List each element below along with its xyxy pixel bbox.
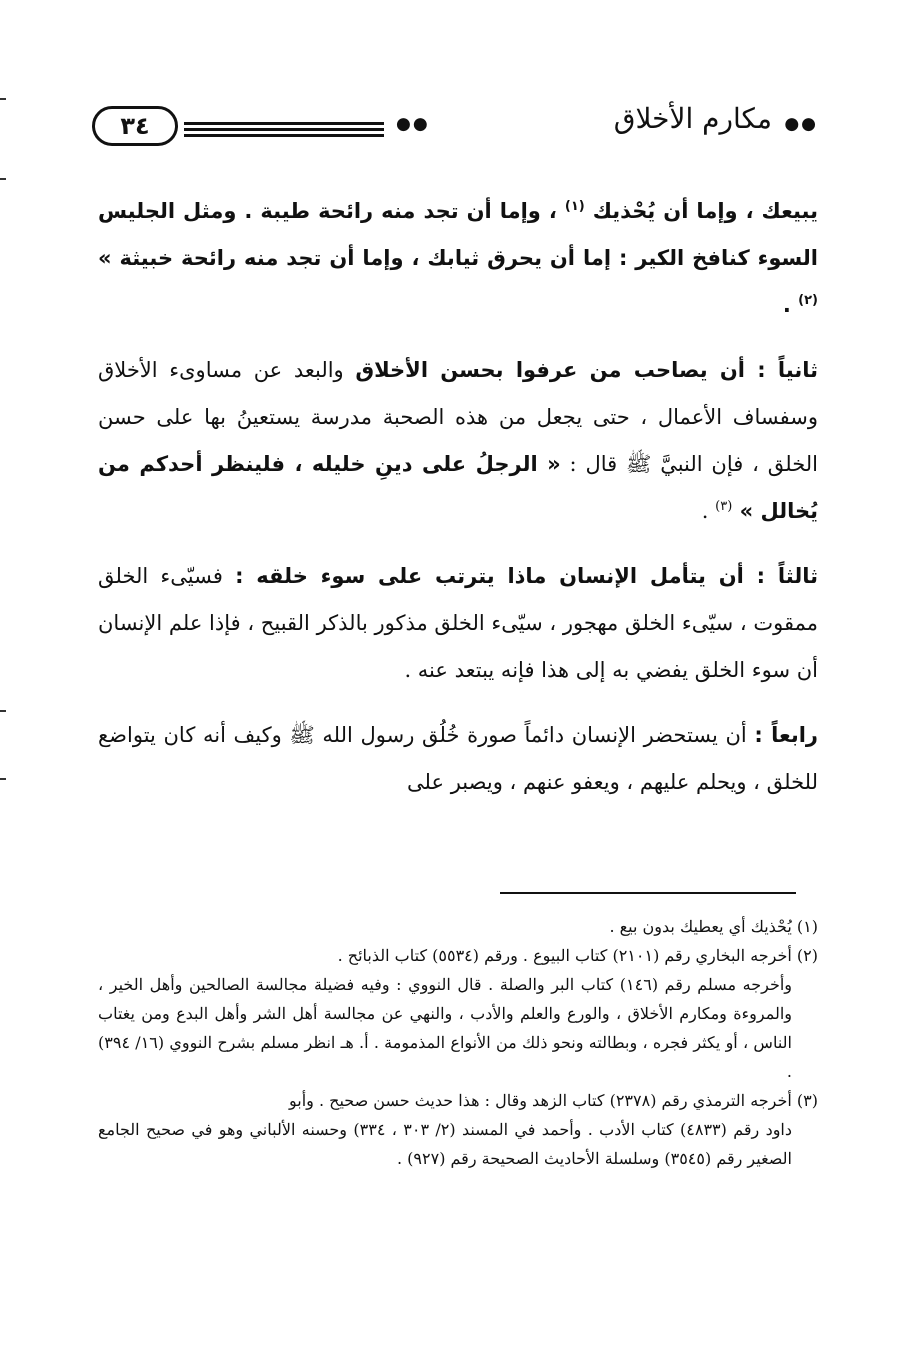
footnote-2-continued: وأخرجه مسلم رقم (١٤٦) كتاب البر والصلة . قال النووي : وفيه فضيلة مجالسة الصالحين وأهل الخير ، والمروءة ومكارم الأخلاق ، والورع والعلم والأدب ، والنهي عن مجالسة أهل الشر وأهل البدع ومن يغتاب الناس ، أو يكثر فجره ، وبطالته ونحو ذلك من الأنواع المذمومة . أ. هـ انظر مسلم بشرح النووي (١٦/ ٣٩٤) . (98, 975, 793, 1081)
footnote-1: (١) يُحْذيك أي يعطيك بدون بيع . (609, 917, 818, 936)
footnotes (98, 912, 818, 1173)
paragraph-third: ثالثاً : أن يتأمل الإنسان ماذا يترتب على سوء خلقه : فسيّىء الخلق ممقوت ، سيّىء الخلق مهجور ، سيّىء الخلق مذكور بالذكر القبيح ، فإذا علم الإنسان أن سوء الخلق يفضي به إلى هذا فإنه يبتعد عنه . (98, 564, 818, 682)
footnote-ref: (٣) (715, 499, 733, 514)
paragraph-hadith-continuation: يبيعك ، وإما أن يُحْذيك $^{(١)}$ ، وإما أن تجد منه رائحة طيبة . ومثل الجليس السوء كنافخ الكير : إما أن يحرق ثيابك ، وإما أن تجد منه رائحة خبيثة » $^{(٢)}$ . (98, 199, 819, 317)
scan-edge-mark (0, 778, 6, 780)
footnote-separator (500, 892, 796, 894)
header-rule (184, 134, 384, 137)
footnote-3-continued: داود رقم (٤٨٣٣) كتاب الأدب . وأحمد في المسند (٢/ ٣٠٣ ، ٣٣٤) وحسنه الألباني وهو في صحيح الجامع الصغير رقم (٣٥٤٥) وسلسلة الأحاديث الصحيحة رقم (٩٢٧) . (98, 1120, 792, 1168)
header-rule (184, 122, 384, 125)
scan-edge-mark (0, 98, 6, 100)
paragraph-fourth: رابعاً : أن يستحضر الإنسان دائماً صورة خُلُق رسول الله ﷺ وكيف أنه كان يتواضع للخلق ، ويحلم عليهم ، ويعفو عنهم ، ويصبر على (98, 723, 818, 794)
main-text (98, 188, 818, 806)
footnote-2: (٢) أخرجه البخاري رقم (٢١٠١) كتاب البيوع . ورقم (٥٥٣٤) كتاب الذبائح . (337, 946, 818, 965)
footnote-ref: (٢) (798, 293, 818, 308)
running-header (92, 92, 818, 164)
footnote-3: (٣) أخرجه الترمذي رقم (٢٣٧٨) كتاب الزهد وقال : هذا حديث حسن صحيح . وأبو (288, 1091, 818, 1110)
book-title: مكارم الأخلاق (613, 102, 772, 135)
header-ornament: ●● (396, 114, 430, 134)
hadith-quote: « الرجلُ على دينِ خليله ، فلينظر أحدكم من يُخالل » (98, 452, 818, 523)
header-ornament: ●● (784, 114, 818, 134)
scan-edge-mark (0, 710, 6, 712)
footnote-ref: (١) (564, 199, 585, 214)
point-heading: رابعاً : (754, 723, 818, 747)
header-rule (184, 128, 384, 131)
scan-edge-mark (0, 178, 6, 180)
point-heading: ثالثاً : أن يتأمل الإنسان ماذا يترتب على سوء خلقه : (235, 564, 818, 588)
page-number: ٣٤ (92, 106, 178, 146)
point-heading: ثانياً : أن يصاحب من عرفوا بحسن الأخلاق (355, 358, 818, 382)
paragraph-second: ثانياً : أن يصاحب من عرفوا بحسن الأخلاق والبعد عن مساوىء الأخلاق وسفساف الأعمال ، حتى يجعل من هذه الصحبة مدرسة يستعينُ بها على حسن الخلق ، فإن النبيَّ ﷺ قال : « الرجلُ على دينِ خليله ، فلينظر أحدكم من يُخالل » $^{(٣)}$ . (98, 358, 818, 523)
